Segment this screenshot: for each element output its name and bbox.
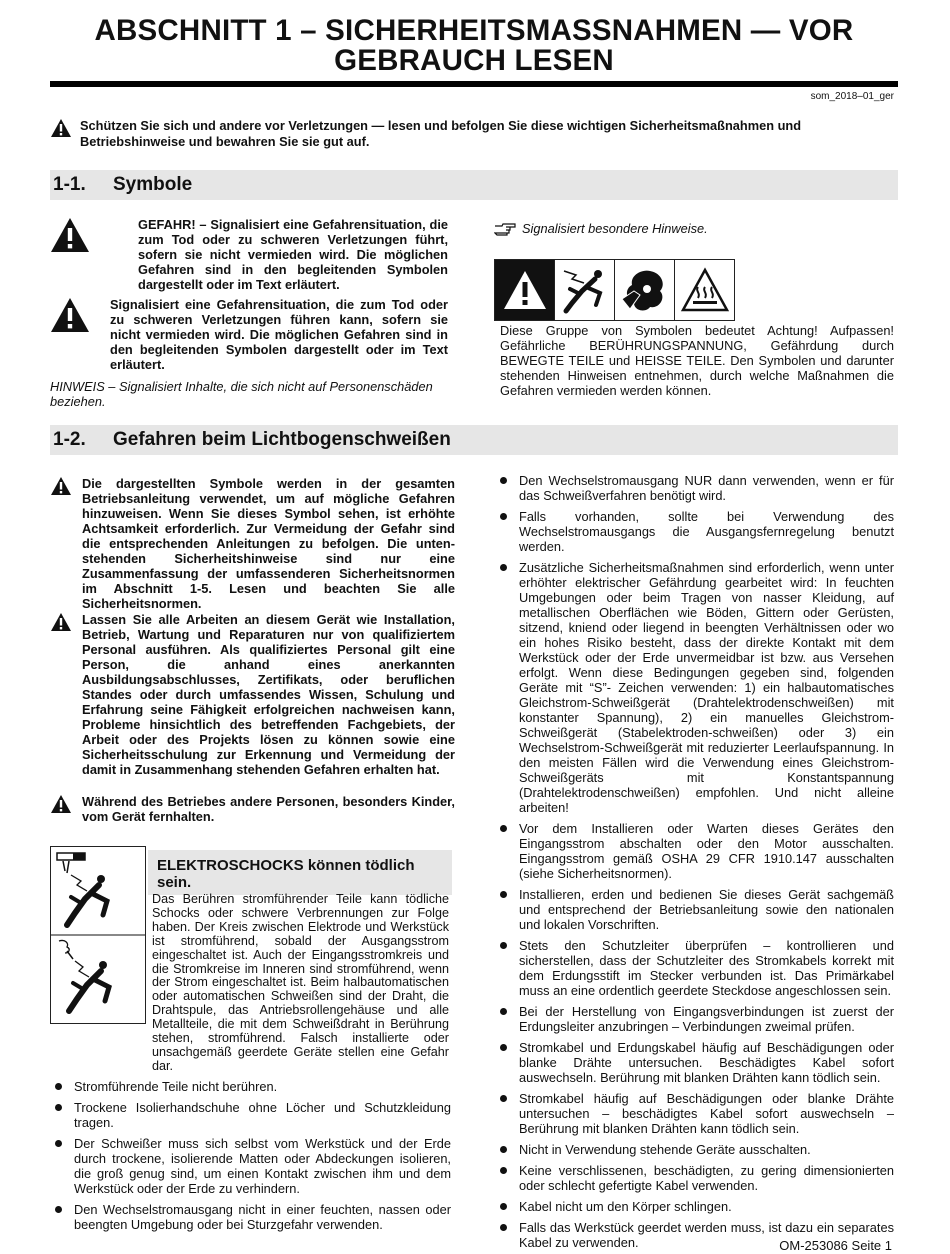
right-bullet-list (496, 473, 894, 1254)
electric-shock-icon (560, 265, 610, 315)
page-footer: OM-253086 Seite 1 (779, 1238, 892, 1253)
shock-illustration (50, 846, 146, 1024)
arc-warning-2 (50, 612, 455, 777)
list-item: Kabel nicht um den Körper schlingen. (496, 1199, 894, 1214)
warning-triangle-icon (50, 794, 72, 814)
list-item: Vor dem Installieren oder Warten dieses Gerätes den Eingangsstrom abschalten oder den Motor ausschalten. Eingangsstrom gemäß OSHA 29 CFR 1910.147 ausschalten (siehe Sicherheitsnormen). (496, 821, 894, 881)
list-item: Stromkabel und Erdungskabel häufig auf Beschädigungen oder blanke Drähte untersuchen. Beschädigtes Kabel sofort auswechseln. Berührung mit blanken Drähten kann tödlich sein. (496, 1040, 894, 1085)
list-item: Falls vorhanden, sollte bei Verwendung des Wechselstromausgangs die Ausgangsfernregelung benutzt werden. (496, 509, 894, 554)
shock-heading: ELEKTROSCHOCKS können tödlich sein. (148, 850, 452, 895)
gefahr-text: GEFAHR! – Signalisiert eine Gefahrensituation, die zum Tod oder zu schweren Verletzungen führt, sofern sie nicht vermieden wird. Die möglichen Gefahren sind in den begleitenden Symbolen dargestellt oder im Text erläutert. (138, 217, 448, 292)
list-item: Den Wechselstromausgang nicht in einer feuchten, nassen oder beengten Umgebung oder bei Sturzgefahr verwenden. (51, 1202, 451, 1232)
warnung-block (50, 297, 448, 372)
warning-triangle-icon (50, 297, 90, 333)
arc-warning-3 (50, 794, 455, 824)
special-hint (494, 221, 708, 236)
list-item: Der Schweißer muss sich selbst vom Werkstück und der Erde durch trockene, isolierende Matten oder Abdeckungen isolieren, die groß genug sind, um einen Kontakt zwischen ihm und dem Werkstück oder der Erde zu verhindern. (51, 1136, 451, 1196)
list-item: Installieren, erden und bedienen Sie dieses Gerät sachgemäß und entsprechend der Betriebsanleitung sowie den nationalen und lokalen Vorschriften. (496, 887, 894, 932)
special-hint-text: Signalisiert besondere Hinweise. (522, 221, 708, 236)
arc-warning-text: Während des Betriebes andere Personen, besonders Kinder, vom Gerät fernhalten. (82, 794, 455, 824)
gefahr-block (50, 217, 448, 292)
list-item: Stets den Schutzleiter überprüfen – kontrollieren und sicherstellen, dass der Schutzleiter des Stromkabels korrekt mit dem Erdungsstift im Stecker verbunden ist. Das Primärkabel muss an eine ordentlich geerdete Steckdose angeschlossen sein. (496, 938, 894, 998)
list-item: Bei der Herstellung von Eingangsverbindungen ist zuerst der Erdungsleiter anzubringen – Verbindungen zweimal prüfen. (496, 1004, 894, 1034)
shock-text: Das Berühren stromführender Teile kann tödliche Schocks oder schwere Verbrennungen zur Folge haben. Der Kreis zwischen Elektrode und Werkstück ist stromführend, sobald der Ausgangsstrom eingeschaltet ist. Auch der Eingangsstromkreis und die Stromkreise im Inneren sind stromführend, wenn der Strom eingeschaltet ist. Beim halbautomatischen oder automatischen Schweißen sind der Draht, die Drahtspule, das Antriebsrollengehäuse und alle Metallteile, die mit dem Schweißdraht in Berührung stehen, stromführend. Falsch installierte oder unsachgemäß geerdete Geräte stellen eine Gefahr dar. (152, 892, 449, 1073)
warning-triangle-icon (502, 269, 548, 311)
hot-surface-icon (680, 267, 730, 313)
list-item: Nicht in Verwendung stehende Geräte ausschalten. (496, 1142, 894, 1157)
arc-warning-text: Lassen Sie alle Arbeiten an diesem Gerät wie Installation, Betrieb, Wartung und Reparaturen nur von qualifiziertem Personal ausführen. Als qualifiziertes Personal gilt eine Person, die anhand eines anerkannten Ausbildungsabschlusses, Zertifikats, oder beruflichen Standes oder durch umfassendes Wissen, Schulung und Erfahrung seine Fähigkeit erfolgreichen nachweisen kann, Probleme hinsichtlich des betreffenden Fachgebiets, der Arbeit oder des Projekts lösen zu können sowie eine Sicherheitsschulung zur Erkennung und Vermeidung der damit in Zusammenhang stehenden Gefahren erhalten hat. (82, 612, 455, 777)
section-number: 1-2. (53, 429, 86, 450)
list-item: Den Wechselstromausgang NUR dann verwenden, wenn er für das Schweißverfahren benötigt wird. (496, 473, 894, 503)
section-heading-symbole (50, 170, 898, 200)
shock-symbol (554, 259, 615, 321)
section-title: Gefahren beim Lichtbogenschweißen (113, 429, 451, 450)
intro-warning (50, 118, 900, 150)
list-item: Stromführende Teile nicht berühren. (51, 1079, 451, 1094)
moving-parts-symbol (614, 259, 675, 321)
attention-symbol (494, 259, 555, 321)
title-line-2: GEBRAUCH LESEN (334, 44, 614, 77)
moving-parts-icon (620, 265, 670, 315)
welder-electrode-icon (51, 847, 145, 1023)
section-title: Symbole (113, 174, 193, 195)
list-item: Falls das Werkstück geerdet werden muss, ist dazu ein separates Kabel zu verwenden. (496, 1220, 894, 1250)
warning-triangle-icon (50, 217, 90, 253)
list-item: Stromkabel häufig auf Beschädigungen oder blanke Drähte untersuchen – beschädigtes Kabel sofort auswechseln – Berührung mit blanken Drähten kann tödlich sein. (496, 1091, 894, 1136)
list-item: Trockene Isolierhandschuhe ohne Löcher und Schutzkleidung tragen. (51, 1100, 451, 1130)
pointing-hand-icon (494, 222, 516, 236)
intro-text: Schützen Sie sich und andere vor Verletzungen — lesen und befolgen Sie diese wichtigen Sicherheitsmaßnahmen und Betriebshinweise und bewahren Sie sie gut auf. (80, 118, 802, 149)
hinweis-text: HINWEIS – Signalisiert Inhalte, die sich nicht auf Personenschäden beziehen. (50, 379, 433, 409)
warning-triangle-icon (50, 476, 72, 496)
section-number: 1-1. (53, 174, 86, 195)
hazard-symbol-group (494, 259, 738, 321)
left-bullet-list (51, 1079, 451, 1232)
section-heading-lichtbogen (50, 425, 898, 455)
list-item: Keine verschlissenen, beschädigten, zu gering dimensionierten oder schlecht gefertigte Kabel verwenden. (496, 1163, 894, 1193)
page-title (50, 16, 898, 76)
document-code: som_2018–01_ger (810, 91, 894, 102)
title-line-1: ABSCHNITT 1 – SICHERHEITSMASSNAHMEN — VOR (94, 14, 854, 47)
warnung-text: Signalisiert eine Gefahrensituation, die zum Tod oder zu schweren Verletzungen führen kann, sofern sie nicht vermieden wird. Die möglichen Gefahren sind in den begleitenden Symbolen dargestellt oder im Text erläutert. (110, 297, 448, 372)
symbol-group-text: Diese Gruppe von Symbolen bedeutet Achtung! Aufpassen! Gefährliche BERÜHRUNGSPANNUNG, Gefährdung durch BEWEGTE TEILE und HEISSE TEILE. Den Symbolen und darunter stehenden Hinweisen entnehmen, durch welche Maßnahmen die Gefahren vermieden werden können. (500, 323, 894, 398)
arc-warning-text: Die dargestellten Symbole werden in der gesamten Betriebsanleitung verwendet, um auf mögliche Gefahren hinzuweisen. Wenn Sie dieses Symbol sehen, ist erhöhte Achtsamkeit erforderlich. Zur Vermeidung der Gefahr sind die entsprechenden Anleitungen zu befolgen. Die unten- stehenden Sicherheitshinweise sind nur eine Zusammenfassung der umfassenderen Sicherheitsnormen im Abschnitt 1-5. Lesen und beachten Sie alle Sicherheitsnormen. (82, 476, 455, 611)
warning-triangle-icon (50, 612, 72, 632)
hot-surface-symbol (674, 259, 735, 321)
arc-warning-1 (50, 476, 455, 611)
list-item: Zusätzliche Sicherheitsmaßnahmen sind erforderlich, wenn unter erhöhter elektrischer Gefährdung gearbeitet wird: In feuchten Umgebungen oder beim Tragen von nasser Kleidung, auf metallischen Oberflächen wie Böden, Gittern oder Gerüsten, sitzend, kniend oder liegend in beengten Verhältnissen oder wo ein hohes Risiko besteht, dass der direkte Kontakt mit dem Werkstück oder der Erde unvermeidbar ist bzw. aus Versehen erfolgt. Wenn diese Bedingungen gegeben sind, folgenden Geräte mit “S”- Zeichen verwenden: 1) ein halbautomatisches Gleichstrom-Schweißgerät (Drahtelektrodenschweißen) mit konstanter Spannung), 2) ein manuelles Gleichstrom-Schweißgerät (Stabelektroden-schweißen) oder 3) ein Wechselstrom-Schweißgerät mit reduzierter Leerlaufspannung. In den meisten Fällen wird die Verwendung eines Gleichstrom-Schweißgeräts mit Konstantspannung (Drahtelektrodenschweißen) empfohlen. Und nicht alleine arbeiten! (496, 560, 894, 815)
title-rule (50, 81, 898, 87)
warning-triangle-icon (50, 118, 72, 138)
